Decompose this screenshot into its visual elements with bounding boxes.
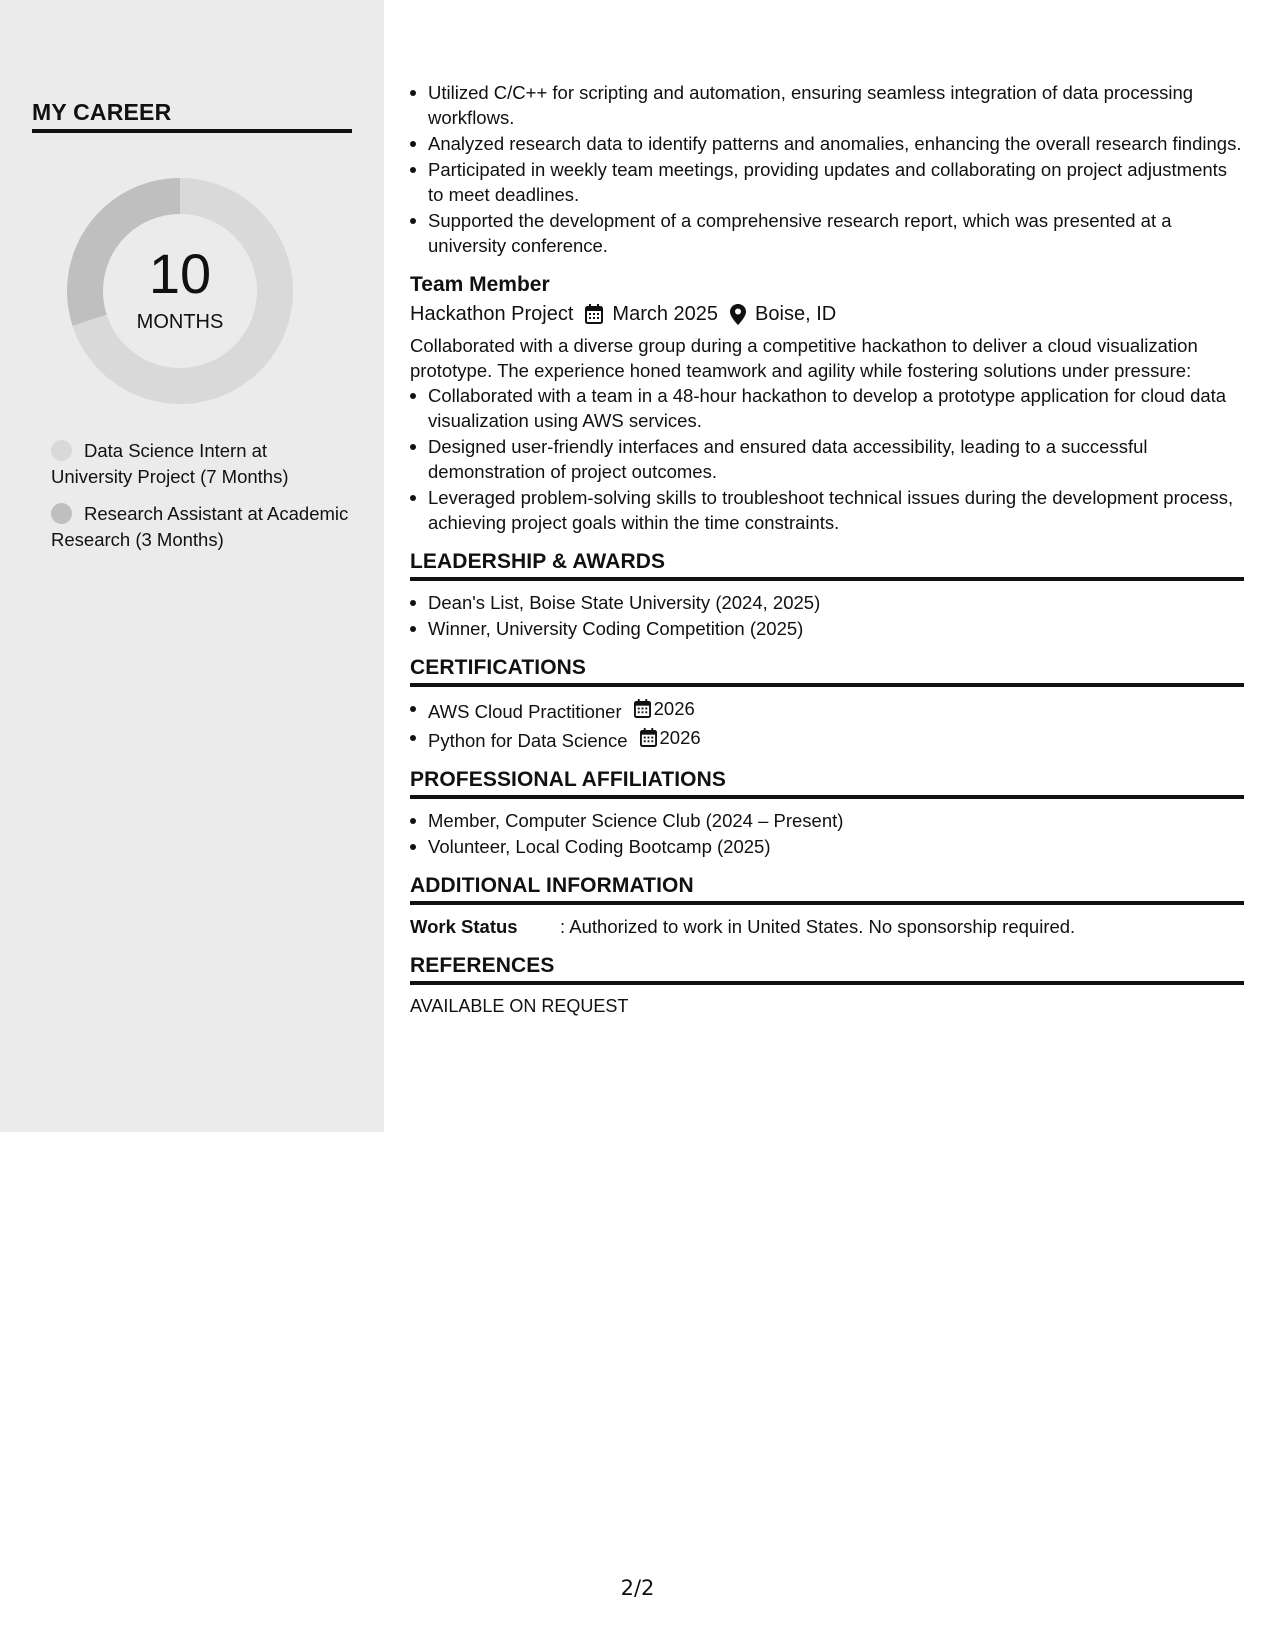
legend-label: Research Assistant at Academic Research (3 Months)	[51, 503, 349, 550]
legend-dot-icon	[51, 440, 72, 461]
cert-name: Python for Data Science	[428, 730, 628, 751]
list-item: Leveraged problem-solving skills to troubleshoot technical issues during the development process, achieving project goals within the time constraints.	[410, 485, 1244, 535]
work-status-row	[410, 914, 1244, 939]
list-item: Utilized C/C++ for scripting and automation, ensuring seamless integration of data processing workflows.	[410, 80, 1244, 130]
main-content	[410, 80, 1244, 1019]
sidebar	[0, 0, 384, 1132]
list-item: Winner, University Coding Competition (2025)	[410, 616, 1244, 641]
cert-year: 2026	[659, 727, 701, 748]
list-item: Analyzed research data to identify patterns and anomalies, enhancing the overall research findings.	[410, 131, 1244, 156]
career-total-unit: MONTHS	[136, 311, 224, 333]
job-meta	[410, 299, 1244, 329]
affiliations-list	[410, 808, 1244, 859]
legend-label: Data Science Intern at University Project (7 Months)	[51, 440, 289, 487]
references-text: AVAILABLE ON REQUEST	[410, 996, 629, 1016]
career-legend-item	[51, 438, 351, 490]
job-bullets	[410, 383, 1244, 535]
leadership-list	[410, 590, 1244, 641]
career-legend-item	[51, 501, 351, 553]
list-item: Member, Computer Science Club (2024 – Present)	[410, 808, 1244, 833]
list-item: Supported the development of a comprehensive research report, which was presented at a university conference.	[410, 208, 1244, 258]
section-rule	[410, 577, 1244, 581]
previous-job-bullets	[410, 80, 1244, 258]
section-rule	[410, 981, 1244, 985]
section-title-references: REFERENCES	[410, 954, 555, 977]
job-summary: Collaborated with a diverse group during a competitive hackathon to deliver a cloud visualization prototype. The experience honed teamwork and agility while fostering solutions under pressure:	[410, 335, 1198, 381]
job-location: Boise, ID	[755, 303, 837, 325]
certifications-list	[410, 696, 1244, 753]
list-item	[410, 696, 1244, 724]
career-total-number: 10	[148, 242, 212, 305]
calendar-icon	[585, 304, 603, 324]
list-item: Volunteer, Local Coding Bootcamp (2025)	[410, 834, 1244, 859]
list-item: Dean's List, Boise State University (2024, 2025)	[410, 590, 1244, 615]
job-title: Team Member	[410, 273, 550, 296]
list-item: Collaborated with a team in a 48-hour hackathon to develop a prototype application for cloud data visualization using AWS services.	[410, 383, 1244, 433]
section-rule	[410, 683, 1244, 687]
calendar-icon	[640, 728, 657, 747]
list-item: Designed user-friendly interfaces and ensured data accessibility, leading to a successful demonstration of project outcomes.	[410, 434, 1244, 484]
legend-dot-icon	[51, 503, 72, 524]
job-date: March 2025	[612, 303, 719, 325]
work-status-value: : Authorized to work in United States. No sponsorship required.	[560, 916, 1076, 937]
work-status-label: Work Status	[410, 916, 518, 937]
cert-name: AWS Cloud Practitioner	[428, 701, 622, 722]
page-number: 2/2	[620, 1576, 655, 1600]
location-pin-icon	[730, 304, 746, 325]
section-title-affiliations: PROFESSIONAL AFFILIATIONS	[410, 768, 726, 791]
career-heading-rule	[32, 129, 352, 133]
career-heading: MY CAREER	[32, 99, 172, 125]
calendar-icon	[634, 699, 651, 718]
section-rule	[410, 795, 1244, 799]
section-title-leadership: LEADERSHIP & AWARDS	[410, 550, 666, 573]
list-item	[410, 725, 1244, 753]
section-rule	[410, 901, 1244, 905]
job-company: Hackathon Project	[410, 303, 574, 325]
list-item: Participated in weekly team meetings, providing updates and collaborating on project adjustments to meet deadlines.	[410, 157, 1244, 207]
section-title-additional: ADDITIONAL INFORMATION	[410, 874, 694, 897]
cert-year: 2026	[653, 698, 695, 719]
section-title-certifications: CERTIFICATIONS	[410, 656, 587, 679]
